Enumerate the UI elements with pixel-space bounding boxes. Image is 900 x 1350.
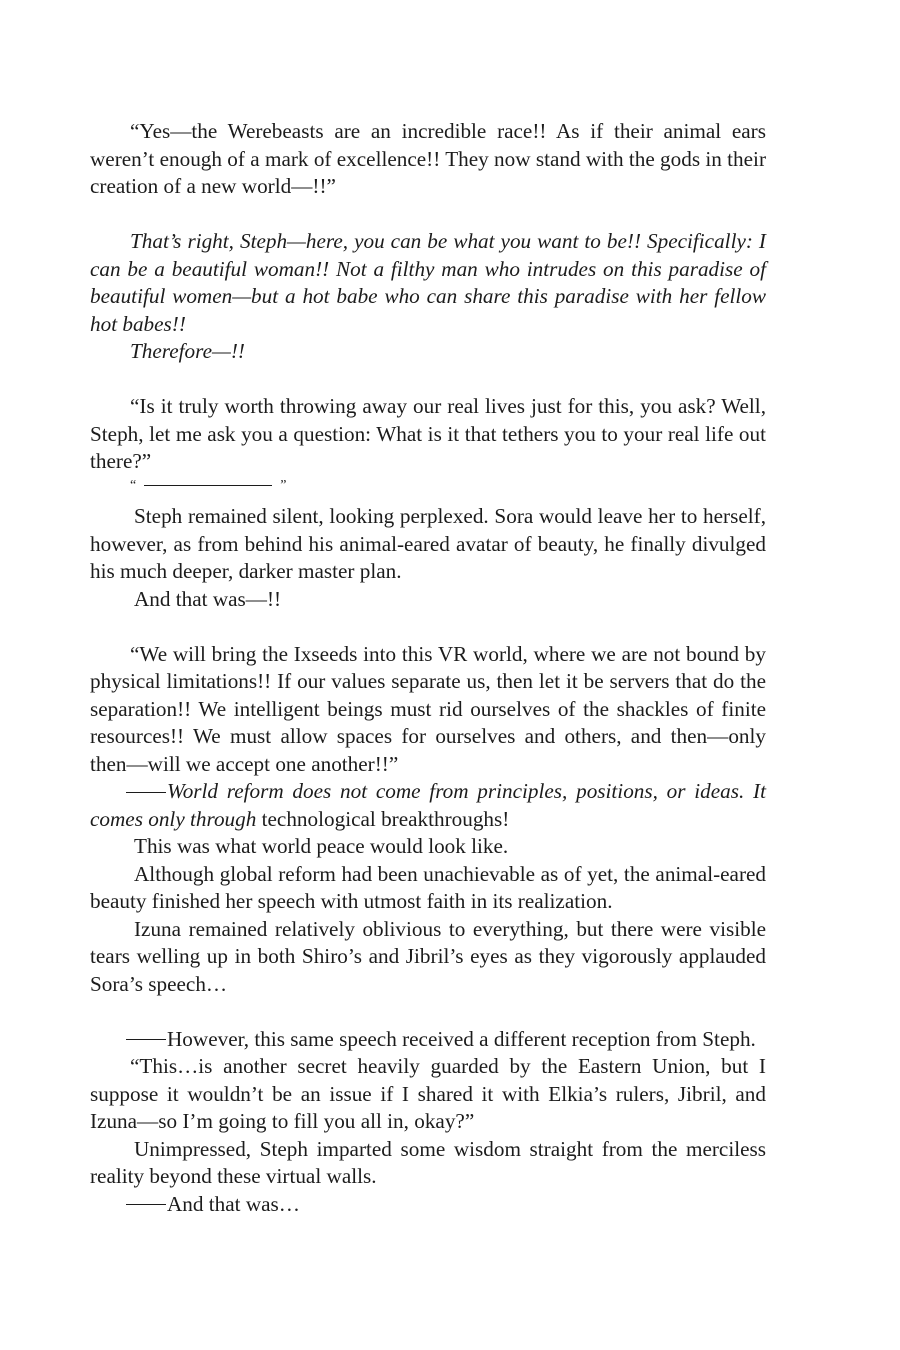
however-text: However, this same speech received a different reception from Steph. bbox=[167, 1026, 756, 1051]
paragraph-and-that-was-final bbox=[90, 1191, 766, 1219]
section-gap bbox=[90, 366, 766, 394]
paragraph-therefore: Therefore—!! bbox=[130, 339, 245, 363]
paragraph-is-it-truly-worth: “Is it truly worth throwing away our real lives just for this, you ask? Well, Steph, let me ask you a question: What is it that tethers you to your real life out there?” bbox=[90, 394, 766, 473]
paragraph-and-that-was: And that was—!! bbox=[134, 586, 282, 611]
paragraph-yes-werebeasts: “Yes—the Werebeasts are an incredible race!! As if their animal ears weren’t enough of a mark of excellence!! They now stand with the gods in their creation of a new world—!!” bbox=[90, 119, 766, 198]
silent-reply-line bbox=[90, 476, 766, 504]
paragraph-global-reform: Although global reform had been unachievable as of yet, the animal-eared beauty finished her speech with utmost faith in its realization. bbox=[90, 861, 766, 913]
book-page bbox=[90, 118, 766, 1218]
world-reform-italic: World reform does not come from principles, positions, or ideas. It comes only through bbox=[90, 779, 766, 831]
paragraph-we-will-bring-ixseeds: “We will bring the Ixseeds into this VR world, where we are not bound by physical limitations!! If our values separate us, then let it be servers that do the separation!! We intelligent beings must rid ourselves of the shackles of finite resources!! We must allow spaces for ourselves and others, and then—only then—will we accept one another!!” bbox=[90, 641, 766, 776]
em-dash-rule bbox=[126, 1039, 166, 1040]
and-that-was-text: And that was… bbox=[167, 1191, 300, 1216]
section-gap bbox=[90, 201, 766, 229]
paragraph-steph-remained-silent: Steph remained silent, looking perplexed. Sora would leave her to herself, however, as from behind his animal-eared avatar of beauty, he finally divulged his much deeper, darker master plan. bbox=[90, 504, 766, 583]
paragraph-another-secret: “This…is another secret heavily guarded by the Eastern Union, but I suppose it wouldn’t be an issue if I shared it with Elkia’s rulers, Jibril, and Izuna—so I’m going to fill you all in, okay?” bbox=[90, 1054, 766, 1133]
paragraph-world-peace: This was what world peace would look like. bbox=[134, 834, 509, 858]
open-quote: “ bbox=[130, 477, 137, 493]
paragraph-unimpressed-steph: Unimpressed, Steph imparted some wisdom straight from the merciless reality beyond these virtual walls. bbox=[90, 1136, 766, 1188]
section-gap bbox=[90, 613, 766, 641]
paragraph-however-reception bbox=[90, 1026, 766, 1054]
silence-rule bbox=[144, 485, 272, 486]
em-dash-rule bbox=[126, 1204, 166, 1205]
section-gap bbox=[90, 998, 766, 1026]
paragraph-world-reform bbox=[90, 778, 766, 833]
paragraph-thats-right-steph: That’s right, Steph—here, you can be what you want to be!! Specifically: I can be a beautiful woman!! Not a filthy man who intrudes on this paradise of beautiful women—but a hot babe who can share this paradise with her fellow hot babes!! bbox=[90, 229, 766, 336]
world-reform-roman: technological breakthroughs! bbox=[256, 806, 510, 831]
paragraph-izuna-oblivious: Izuna remained relatively oblivious to everything, but there were visible tears welling up in both Shiro’s and Jibril’s eyes as they vigorously applauded Sora’s speech… bbox=[90, 916, 766, 996]
em-dash-rule bbox=[126, 792, 166, 793]
close-quote: ” bbox=[280, 477, 287, 493]
